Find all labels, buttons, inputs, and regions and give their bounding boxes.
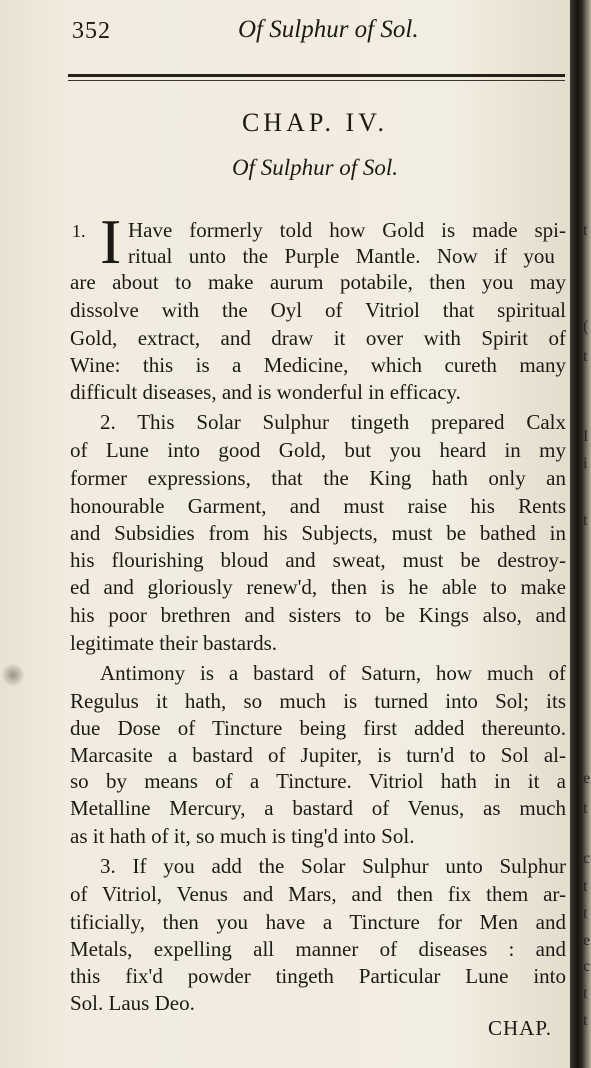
- chapter-title: CHAP. IV.: [241, 108, 389, 137]
- text-line: of Vitriol, Venus and Mars, and then fix them ar-: [70, 882, 566, 906]
- text-line: Wine: this is a Medicine, which cureth many: [70, 353, 566, 377]
- text-line: are about to make aurum potabile, then you may: [70, 270, 566, 294]
- text-line: as it hath of it, so much is ting'd into Sol.: [70, 824, 415, 848]
- spine-letter: t: [583, 878, 588, 895]
- text-line: Regulus it hath, so much is turned into Sol; its: [70, 689, 566, 713]
- spine-letter: t: [583, 348, 588, 365]
- text-line: his flourishing bloud and sweat, must be destroy-: [70, 548, 566, 572]
- text-line: honourable Garment, and must raise his Rents: [70, 494, 566, 518]
- spine-letter: t: [583, 800, 588, 817]
- text-line: difficult diseases, and is wonderful in efficacy.: [70, 380, 461, 404]
- ink-smudge: [2, 662, 24, 688]
- running-head: Of Sulphur of Sol.: [238, 16, 419, 43]
- spine-letter: c: [583, 850, 591, 867]
- text-line: Metalline Mercury, a bastard of Venus, as much: [70, 796, 566, 820]
- text-line: tificially, then you have a Tincture for Men and: [70, 910, 566, 934]
- text-line: and Subsidies from his Subjects, must be bathed in: [70, 521, 566, 545]
- text-line: legitimate their bastards.: [70, 631, 278, 655]
- spine-letter: t: [583, 512, 588, 529]
- chapter-subtitle: Of Sulphur of Sol.: [231, 155, 399, 180]
- page-header: [70, 14, 560, 50]
- text-line: Have formerly told how Gold is made spi-: [128, 218, 566, 242]
- spine-letter: (: [583, 318, 589, 335]
- text-line: former expressions, that the King hath only an: [70, 466, 566, 490]
- drop-cap: I: [100, 206, 122, 277]
- text-line: due Dose of Tincture being first added thereunto.: [70, 716, 566, 740]
- page-number: 352: [72, 18, 111, 44]
- spine-letter: i: [583, 455, 588, 472]
- header-rule-thin: [68, 80, 565, 81]
- spine-letter: e: [583, 770, 591, 787]
- text-line: 2. This Solar Sulphur tingeth prepared Calx: [100, 410, 566, 434]
- text-line: so by means of a Tincture. Vitriol hath in it a: [70, 769, 566, 793]
- spine-letter: c: [583, 958, 591, 975]
- header-rule: [68, 74, 565, 77]
- text-line: 3. If you add the Solar Sulphur unto Sulphur: [100, 854, 566, 878]
- text-line: this fix'd powder tingeth Particular Lune into: [70, 964, 566, 988]
- text-line: Marcasite a bastard of Jupiter, is turn'd to Sol al-: [70, 743, 566, 767]
- text-line: his poor brethren and sisters to be Kings also, and: [70, 603, 566, 627]
- text-line: Gold, extract, and draw it over with Spirit of: [70, 326, 566, 350]
- spine-letter: t: [583, 905, 588, 922]
- text-line: Sol. Laus Deo.: [70, 991, 195, 1015]
- spine-letter: I: [583, 428, 589, 445]
- text-line: Antimony is a bastard of Saturn, how much of: [100, 661, 566, 685]
- text-line: Metals, expelling all manner of diseases : and: [70, 937, 566, 961]
- spine-letter: t: [583, 1012, 588, 1029]
- spine-letter: t: [583, 222, 588, 239]
- spine-letter: t: [583, 985, 588, 1002]
- text-line: ed and gloriously renew'd, then is he able to make: [70, 575, 566, 599]
- text-line: dissolve with the Oyl of Vitriol that spiritual: [70, 298, 566, 322]
- catch-word: CHAP.: [488, 1016, 552, 1040]
- paragraph-marker: 1.: [72, 221, 86, 241]
- spine-letter: e: [583, 932, 591, 949]
- text-line: ritual unto the Purple Mantle. Now if you: [128, 244, 555, 268]
- text-line: of Lune into good Gold, but you heard in my: [70, 438, 566, 462]
